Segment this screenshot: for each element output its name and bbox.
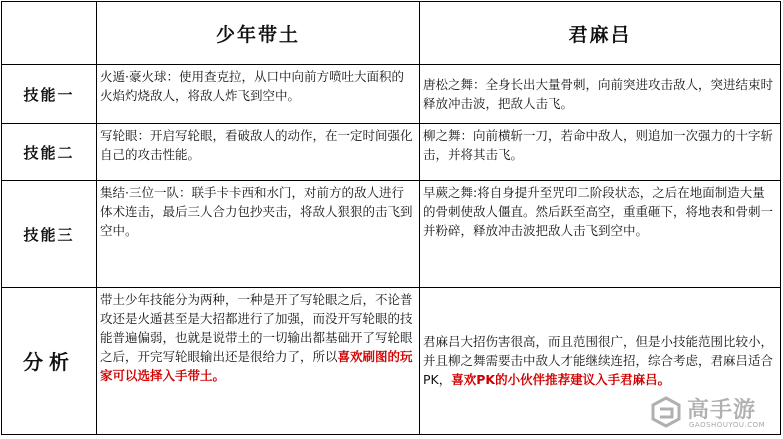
row-label-skill2: 技能二 — [2, 123, 97, 180]
analysis-kimimaro-highlight: 喜欢PK的小伙伴推荐建议入手君麻吕。 — [451, 372, 671, 388]
corner-cell — [2, 2, 97, 65]
header-obito: 少年带土 — [97, 2, 420, 65]
watermark-title: 高手游 — [687, 398, 757, 423]
row-label-skill3: 技能三 — [2, 181, 97, 288]
analysis-obito-text: 带土少年技能分为两种，一种是开了写轮眼之后，不论普攻还是火遁甚至是大招都进行了加强，而没开写轮眼的技能普遍偏弱，也就是说带土的一切输出都基础开了写轮眼之后，开完写轮眼输出还是很给力了，所以 — [100, 291, 413, 364]
analysis-kimimaro — [420, 287, 781, 434]
skill2-obito: 写轮眼：开启写轮眼，看破敌人的动作，在一定时间强化自己的攻击性能。 — [97, 123, 420, 180]
watermark-subtitle: GAOSHOUYOU.COM — [689, 421, 766, 429]
skill1-kimimaro: 唐松之舞：全身长出大量骨刺，向前突进攻击敌人，突进结束时释放冲击波，把敌人击飞。 — [420, 65, 781, 123]
comparison-table — [1, 1, 781, 435]
analysis-kimimaro-text: 君麻吕大招伤害很高，而且范围很广，但是小技能范围比较小，并且柳之舞需要击中敌人才能继续连招，综合考虑，君麻吕适合PK， — [423, 334, 774, 388]
skill3-obito: 集结·三位一队：联手卡卡西和水门，对前方的敌人进行体术连击，最后三人合力包抄夹击，将敌人狠狠的击飞到空中。 — [97, 181, 420, 288]
analysis-obito-highlight: 喜欢刷图的玩家可以选择入手带土。 — [100, 348, 413, 383]
skill2-kimimaro: 柳之舞：向前横斩一刀，若命中敌人，则追加一次强力的十字斩击，并将其击飞。 — [420, 123, 781, 180]
header-kimimaro: 君麻吕 — [420, 2, 781, 65]
skill1-obito: 火遁·豪火球：使用查克拉，从口中向前方喷吐大面积的火焰灼烧敌人，将敌人炸飞到空中。 — [97, 65, 420, 123]
row-label-analysis: 分析 — [2, 287, 97, 434]
analysis-obito — [97, 287, 420, 434]
skill3-kimimaro: 早蕨之舞:将自身提升至咒印二阶段状态，之后在地面制造大量的骨刺使敌人僵直。然后跃至高空，重重砸下，将地表和骨刺一并粉碎，释放冲击波把敌人击飞到空中。 — [420, 181, 781, 288]
row-label-skill1: 技能一 — [2, 65, 97, 123]
